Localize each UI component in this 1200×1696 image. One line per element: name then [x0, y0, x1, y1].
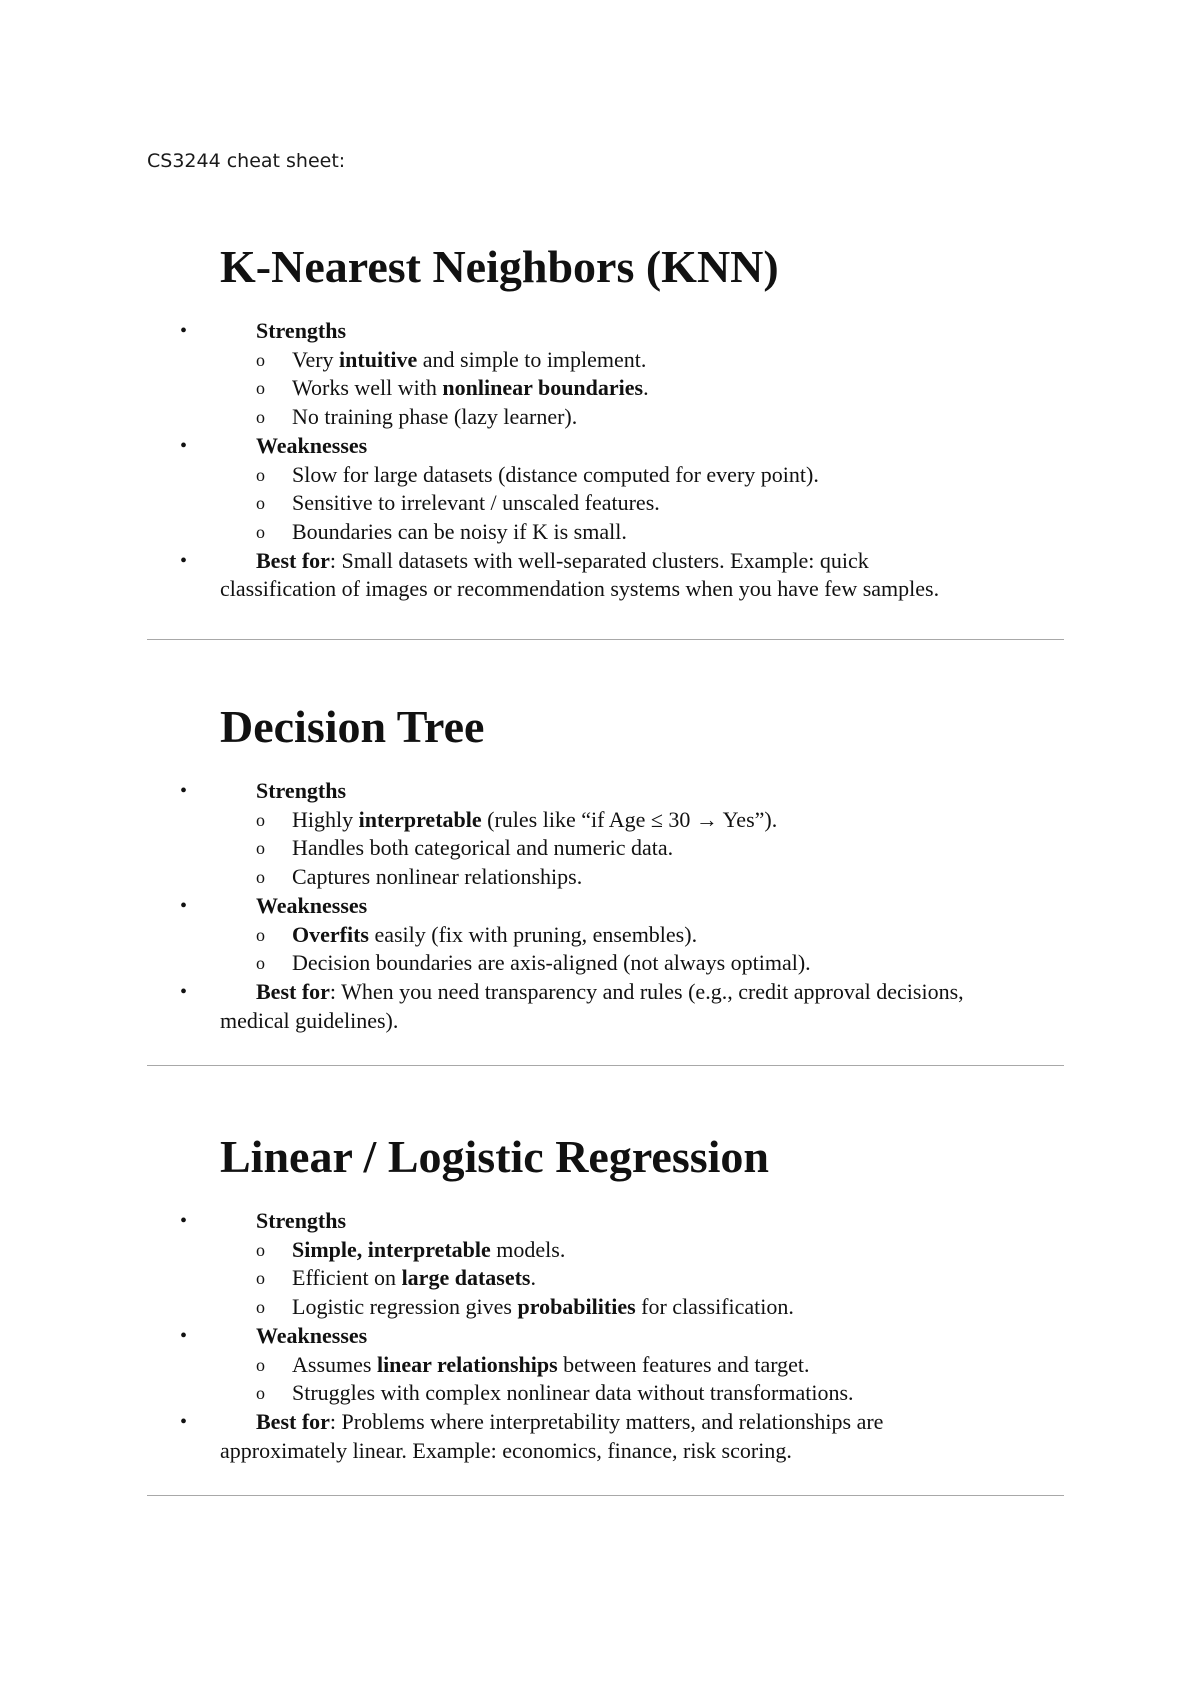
sub-bullet-icon: o	[256, 1297, 265, 1318]
best-for-label: Best for	[256, 547, 330, 573]
sub-bullet-text	[292, 806, 777, 834]
best-for-label: Best for	[256, 1408, 330, 1434]
section-divider	[147, 1495, 1064, 1496]
bullet-icon: •	[180, 549, 188, 572]
sub-bullet-icon: o	[256, 838, 265, 859]
sub-bullet-text	[292, 1379, 854, 1407]
bullet-icon: •	[180, 1324, 188, 1347]
plain-text: Efficient on	[292, 1265, 402, 1291]
plain-text: easily (fix with pruning, ensembles).	[368, 921, 698, 947]
bold-text: intuitive	[339, 346, 418, 372]
sub-bullet-text	[292, 1236, 565, 1264]
best-for-line1: : When you need transparency and rules (e.g., credit approval decisions,	[329, 978, 964, 1004]
sub-bullet-icon: o	[256, 867, 265, 888]
section-title: K-Nearest Neighbors (KNN)	[220, 241, 779, 292]
sub-bullet-icon: o	[256, 464, 265, 485]
sub-bullet-icon: o	[256, 521, 265, 542]
sub-bullet-text	[292, 1264, 536, 1292]
bullet-icon: •	[180, 980, 188, 1003]
sub-bullet-text	[292, 863, 582, 891]
bold-text: Overfits	[292, 921, 369, 947]
plain-text: and simple to implement.	[417, 346, 647, 372]
bullet-icon: •	[180, 320, 188, 342]
sub-bullet-icon: o	[256, 407, 265, 428]
sub-bullet-text	[292, 518, 627, 546]
section-title: Linear / Logistic Regression	[220, 1131, 770, 1182]
strengths-label: Strengths	[256, 778, 347, 803]
section-divider	[147, 639, 1064, 640]
bold-text: nonlinear boundaries	[442, 375, 644, 401]
bullet-icon: •	[180, 780, 188, 802]
best-for-line1: : Problems where interpretability matters, and relationships are	[329, 1408, 884, 1434]
plain-text: models.	[490, 1236, 566, 1262]
plain-text: Very	[292, 346, 340, 372]
sub-bullet-icon: o	[256, 349, 265, 370]
plain-text: No training phase (lazy learner).	[292, 404, 578, 430]
strengths-label: Strengths	[256, 318, 347, 343]
sub-bullet-text	[292, 921, 697, 949]
plain-text: Sensitive to irrelevant / unscaled features.	[292, 490, 660, 516]
strengths-label: Strengths	[256, 1208, 347, 1233]
sub-bullet-text	[292, 461, 819, 489]
page-header: CS3244 cheat sheet:	[147, 150, 346, 172]
sub-bullet-text	[292, 949, 811, 977]
sub-bullet-text	[292, 403, 577, 431]
best-for-line2: approximately linear. Example: economics, finance, risk scoring.	[220, 1437, 792, 1463]
section-title: Decision Tree	[220, 701, 485, 752]
bullet-icon: •	[180, 1210, 188, 1232]
plain-text: Struggles with complex nonlinear data without transformations.	[292, 1380, 854, 1406]
plain-text: .	[643, 375, 649, 401]
plain-text: .	[530, 1265, 536, 1291]
bold-text: probabilities	[517, 1294, 636, 1320]
plain-text: Highly	[292, 806, 359, 832]
sub-bullet-text	[292, 1293, 794, 1321]
sub-bullet-icon: o	[256, 1383, 265, 1404]
bold-text: interpretable	[358, 806, 482, 832]
bold-text: Simple, interpretable	[292, 1236, 491, 1262]
bullet-icon: •	[180, 1410, 188, 1433]
sub-bullet-icon: o	[256, 809, 265, 830]
sub-bullet-text	[292, 489, 660, 517]
sub-bullet-icon: o	[256, 493, 265, 514]
best-for-line1: : Small datasets with well-separated clusters. Example: quick	[329, 547, 869, 573]
weaknesses-label: Weaknesses	[256, 892, 368, 918]
plain-text: Boundaries can be noisy if K is small.	[292, 518, 627, 544]
sub-bullet-icon: o	[256, 953, 265, 974]
sub-bullet-icon: o	[256, 378, 265, 399]
plain-text: Assumes	[292, 1351, 377, 1377]
best-for-line2: medical guidelines).	[220, 1007, 399, 1033]
sub-bullet-text	[292, 1351, 810, 1379]
plain-text: Captures nonlinear relationships.	[292, 864, 583, 890]
best-for-text	[256, 1408, 883, 1436]
sub-bullet-icon: o	[256, 1354, 265, 1375]
section-divider	[147, 1065, 1064, 1066]
plain-text: between features and target.	[557, 1351, 810, 1377]
sub-bullet-text	[292, 374, 649, 402]
bullet-icon: •	[180, 434, 188, 457]
bold-text: large datasets	[401, 1265, 531, 1291]
best-for-line2: classification of images or recommendation systems when you have few samples.	[220, 576, 940, 602]
plain-text: Logistic regression gives	[292, 1294, 518, 1320]
sub-bullet-icon: o	[256, 1268, 265, 1289]
best-for-text	[256, 547, 869, 575]
weaknesses-label: Weaknesses	[256, 432, 368, 458]
plain-text: (rules like “if Age ≤ 30 → Yes”).	[481, 806, 778, 832]
plain-text: Decision boundaries are axis-aligned (not always optimal).	[292, 950, 811, 976]
best-for-text	[256, 978, 964, 1006]
plain-text: Handles both categorical and numeric data.	[292, 835, 674, 861]
sub-bullet-text	[292, 834, 673, 862]
bullet-icon: •	[180, 894, 188, 917]
sub-bullet-icon: o	[256, 924, 265, 945]
plain-text: Works well with	[292, 375, 443, 401]
weaknesses-label: Weaknesses	[256, 1322, 368, 1348]
plain-text: for classification.	[635, 1294, 794, 1320]
sub-bullet-icon: o	[256, 1239, 265, 1260]
bold-text: linear relationships	[376, 1351, 558, 1377]
plain-text: Slow for large datasets (distance computed for every point).	[292, 461, 819, 487]
sub-bullet-text	[292, 346, 646, 374]
best-for-label: Best for	[256, 978, 330, 1004]
